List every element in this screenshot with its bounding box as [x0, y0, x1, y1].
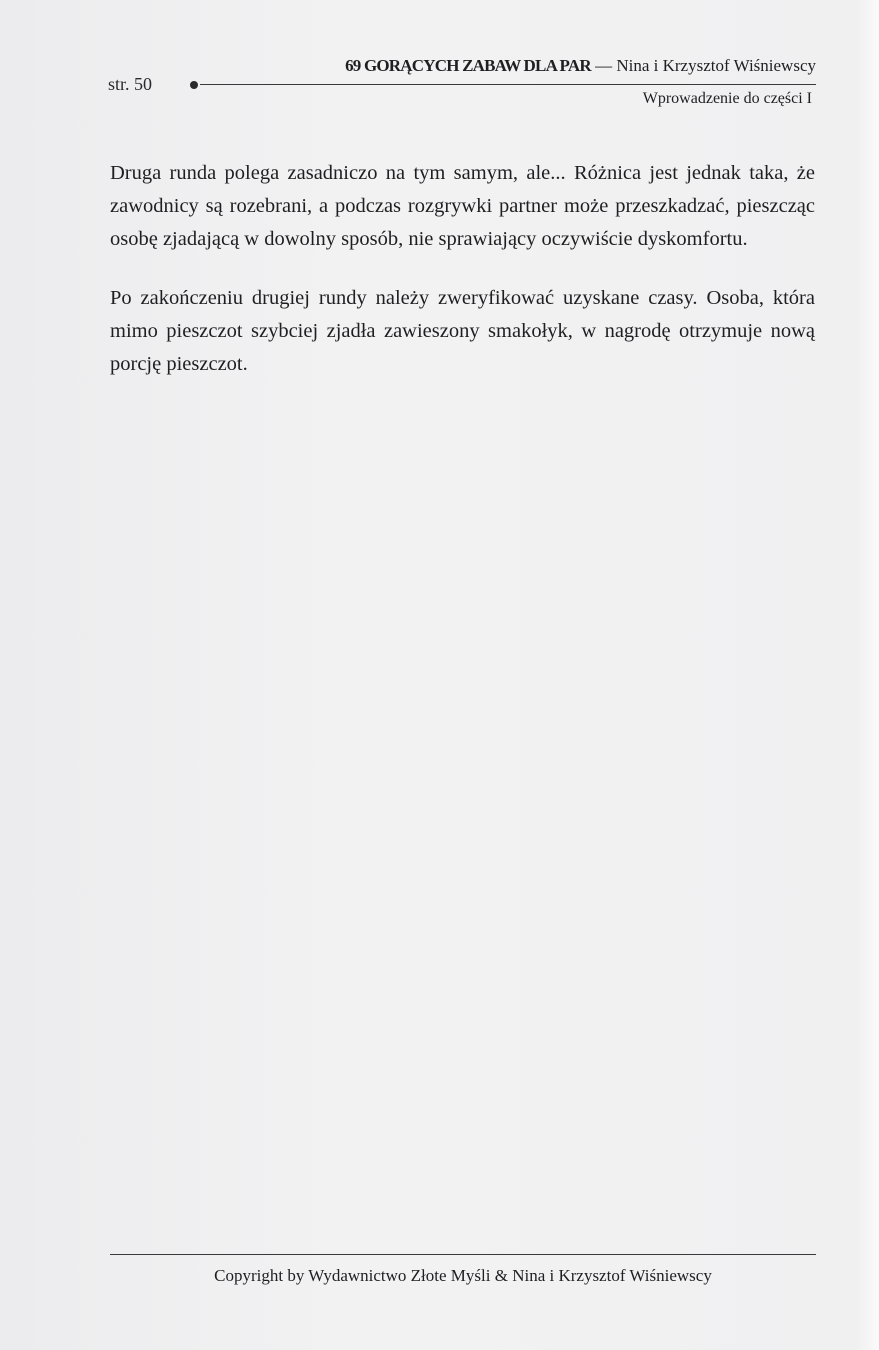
footer-copyright: Copyright by Wydawnictwo Złote Myśli & Nina i Krzysztof Wiśniewscy: [214, 1266, 712, 1285]
book-title-bold: 69 GORĄCYCH ZABAW DLA PAR: [345, 56, 591, 75]
footer-rule: [110, 1254, 816, 1255]
paragraph: Druga runda polega zasadniczo na tym samym, ale... Różnica jest jednak taka, że zawodnicy są rozebrani, a podczas rozgrywki partner może przeszkadzać, pieszcząc osobę zjadającą w dowolny sposób, nie sprawiający oczywiście dyskomfortu.: [110, 162, 815, 250]
book-title-authors: — Nina i Krzysztof Wiśniewscy: [590, 56, 816, 75]
page-header: [108, 54, 816, 114]
body-text: [110, 157, 815, 407]
header-rule: [200, 84, 816, 85]
section-title: Wprowadzenie do części I: [642, 90, 812, 107]
book-title: [345, 56, 816, 76]
bullet-icon: [190, 81, 198, 89]
paragraph: Po zakończeniu drugiej rundy należy zweryfikować uzyskane czasy. Osoba, która mimo pieszczot szybciej zjadła zawieszony smakołyk, w nagrodę otrzymuje nową porcję pieszczot.: [110, 287, 815, 375]
page-number: str. 50: [108, 74, 153, 94]
page-edge: [857, 0, 879, 1350]
